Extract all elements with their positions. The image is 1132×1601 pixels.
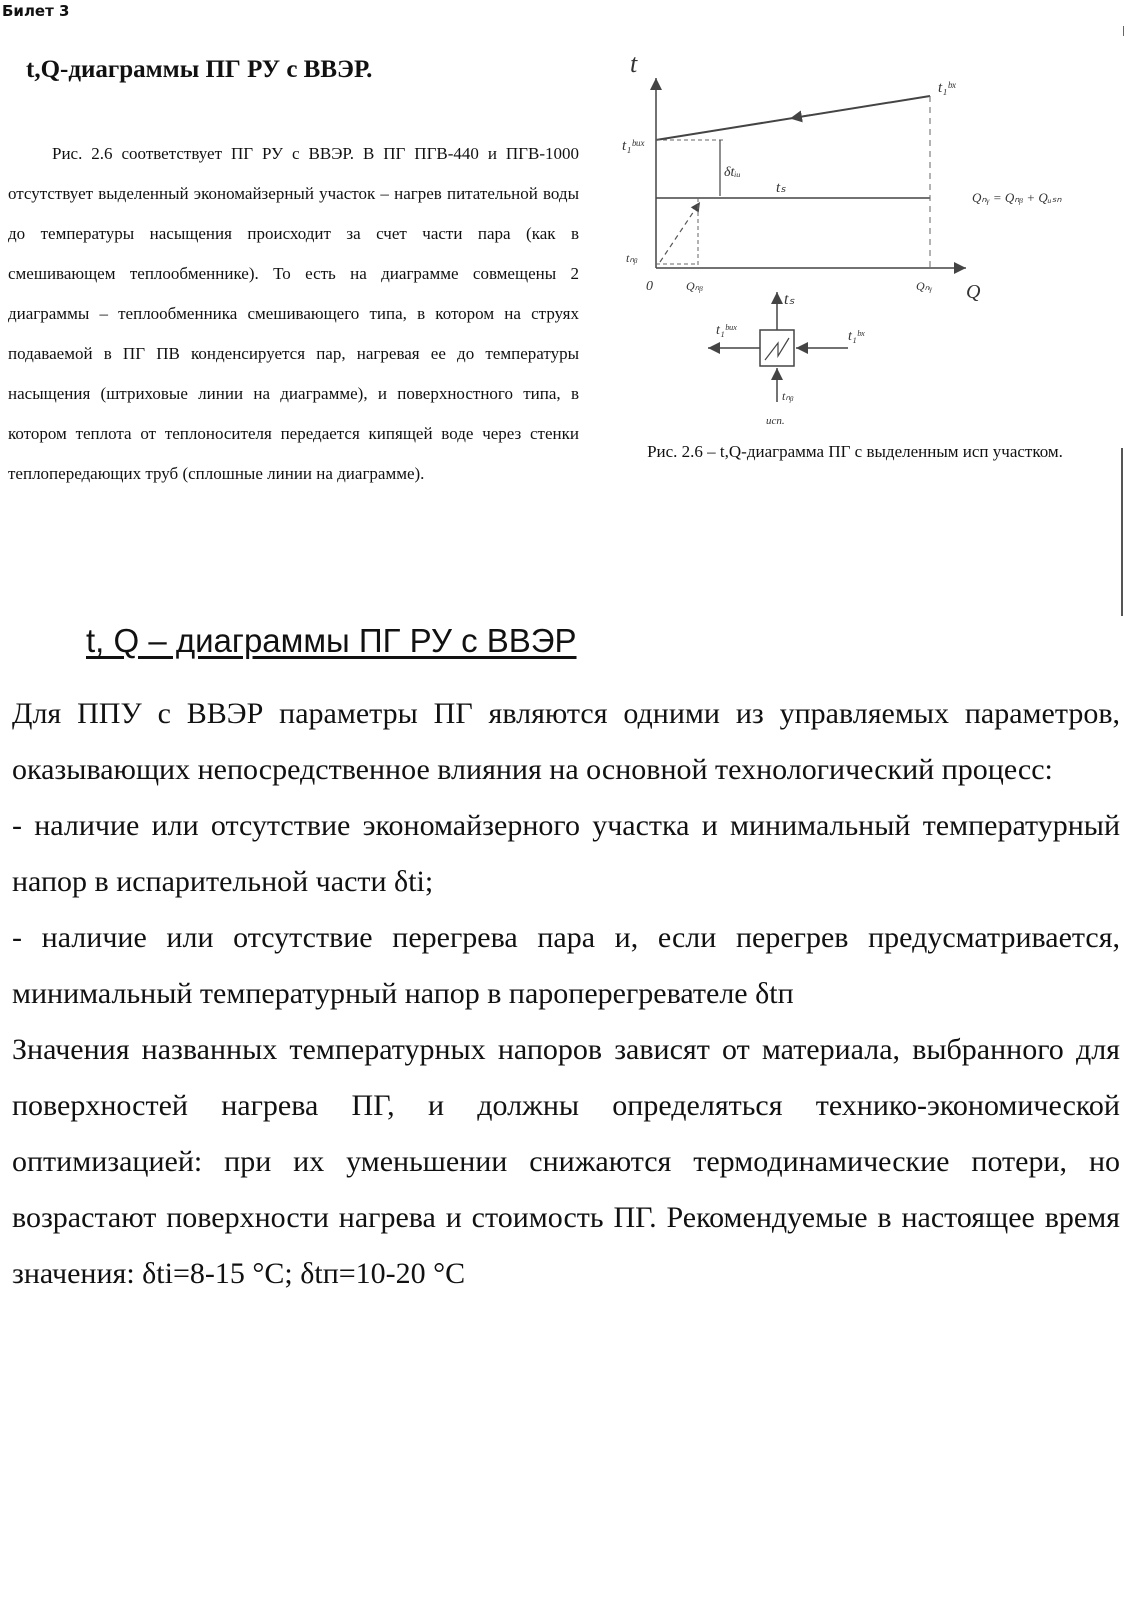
- mixing-dashed-line: [660, 202, 700, 262]
- section2-heading: t, Q – диаграммы ПГ РУ с ВВЭР: [86, 622, 577, 659]
- delta-t-label: δtᵢᵤ: [724, 165, 741, 180]
- tq-diagram: [620, 40, 1130, 440]
- section2-body: [12, 686, 1120, 1302]
- section1-paragraph-text: Рис. 2.6 соответствует ПГ РУ с ВВЭР. В ПГ ПГВ-440 и ПГВ-1000 отсутствует выделенный экономайзерный участок – нагрев питательной воды до температуры насыщения происходит за счет части пара (как в смешивающем теплообменнике). То есть на диаграмме совмещены 2 диаграммы – теплообменника смешивающего типа, в котором на струях подаваемой в ПГ ПВ конденсируется пар, нагревая ее до температуры насыщения (штриховые линии на диаграмме), и поверхностного типа, в котором теплота от теплоносителя передается кипящей воде через стенки теплопередающих труб (сплошные линии на диаграмме).: [8, 144, 579, 483]
- t1-out-label: t₁ᵇᵘˣ: [622, 138, 645, 154]
- tpv-small-label: tₙᵦ: [782, 389, 794, 403]
- t-axis-label: t: [630, 49, 638, 78]
- isp-small-label: исп.: [766, 415, 785, 427]
- q-axis-label: Q: [966, 281, 981, 303]
- q-pv-label: Qₙᵦ: [686, 279, 703, 293]
- exchanger-zigzag: [765, 338, 789, 360]
- column-divider: [1121, 448, 1123, 616]
- t1-in-label: t₁ᵇˣ: [938, 80, 956, 96]
- balance-label: Qₙᵧ = Qₙᵦ + Qᵤₛₙ: [972, 190, 1062, 205]
- section2-paragraph-2: - наличие или отсутствие экономайзерного участка и минимальный температурный напор в испарительной части δti;: [12, 809, 1120, 898]
- origin-label: 0: [646, 279, 653, 294]
- section1-heading: t,Q-диаграммы ПГ РУ с ВВЭР.: [26, 56, 373, 83]
- section2-paragraph-3: - наличие или отсутствие перегрева пара и, если перегрев предусматривается, минимальный температурный напор в пароперегревателе δtп: [12, 921, 1120, 1010]
- ts-label: tₛ: [776, 180, 786, 196]
- ticket-label: Билет 3: [2, 2, 70, 20]
- section2-paragraph-4: Значения названных температурных напоров зависят от материала, выбранного для поверхностей нагрева ПГ, и должны определяться технико-экономической оптимизацией: при их уменьшении снижаются термодинамические потери, но возрастают поверхности нагрева и стоимость ПГ. Рекомендуемые в настоящее время значения: δti=8-15 °C; δtп=10-20 °C: [12, 1033, 1120, 1290]
- section1-paragraph: [8, 134, 579, 494]
- t1-out-small-label: t₁ᵇᵘˣ: [716, 323, 737, 338]
- ts-small-label: tₛ: [784, 291, 795, 308]
- q-pg-label: Qₙᵧ: [916, 279, 933, 293]
- scan-mark: [1123, 26, 1124, 36]
- t1-in-small-label: t₁ᵇˣ: [848, 329, 865, 344]
- tpv-label: tₙᵦ: [626, 251, 638, 265]
- figure-caption: Рис. 2.6 – t,Q-диаграмма ПГ с выделенным исп участком.: [647, 442, 1063, 461]
- section2-paragraph-1: Для ППУ с ВВЭР параметры ПГ являются одними из управляемых параметров, оказывающих непосредственное влияния на основной технологический процесс:: [12, 697, 1120, 786]
- exchanger-box: [760, 330, 794, 366]
